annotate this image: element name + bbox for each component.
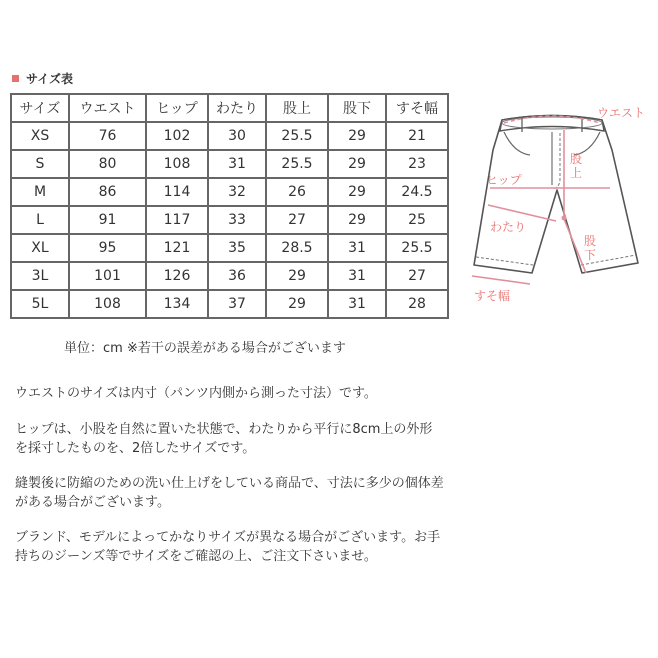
table-cell: 5L: [11, 290, 69, 318]
size-table: [10, 93, 449, 319]
table-cell: XL: [11, 234, 69, 262]
table-cell: 29: [266, 290, 328, 318]
table-cell: 31: [208, 150, 266, 178]
table-cell: 26: [266, 178, 328, 206]
table-cell: 121: [146, 234, 208, 262]
header-cell: すそ幅: [386, 94, 448, 122]
header-cell: わたり: [208, 94, 266, 122]
header-cell: ヒップ: [146, 94, 208, 122]
rise-label: 上: [570, 166, 583, 180]
table-cell: 102: [146, 122, 208, 150]
table-cell: L: [11, 206, 69, 234]
table-cell: 29: [266, 262, 328, 290]
table-cell: 91: [69, 206, 146, 234]
hem-label: すそ幅: [474, 289, 511, 303]
thigh-label: わたり: [490, 220, 527, 234]
table-cell: 35: [208, 234, 266, 262]
inseam-label: 股: [584, 234, 597, 248]
table-cell: 95: [69, 234, 146, 262]
crotch-point: [562, 216, 567, 221]
table-row: [11, 178, 448, 206]
table-cell: 80: [69, 150, 146, 178]
table-cell: 108: [69, 290, 146, 318]
table-cell: 27: [386, 262, 448, 290]
table-cell: 86: [69, 178, 146, 206]
table-cell: XS: [11, 122, 69, 150]
table-cell: 33: [208, 206, 266, 234]
table-cell: 114: [146, 178, 208, 206]
hip-label: ヒップ: [486, 173, 522, 187]
description-wash: 縫製後に防縮のための洗い仕上げをしている商品で、寸法に多少の個体差がある場合がございます。: [15, 476, 444, 510]
table-cell: 31: [328, 290, 386, 318]
bullet-square-icon: [12, 75, 19, 82]
table-cell: 28: [386, 290, 448, 318]
table-cell: 134: [146, 290, 208, 318]
header-cell: 股上: [266, 94, 328, 122]
table-cell: 31: [328, 262, 386, 290]
table-cell: 36: [208, 262, 266, 290]
table-cell: 3L: [11, 262, 69, 290]
description-waist: ウエストのサイズは内寸（パンツ内側から測った寸法）です。: [15, 386, 377, 401]
table-cell: 126: [146, 262, 208, 290]
table-row: [11, 206, 448, 234]
table-cell: S: [11, 150, 69, 178]
table-header-row: [11, 94, 448, 122]
table-cell: M: [11, 178, 69, 206]
header-cell: サイズ: [11, 94, 69, 122]
table-cell: 76: [69, 122, 146, 150]
description-hip: ヒップは、小股を自然に置いた状態で、わたりから平行に8cm上の外形を採寸したものを、2倍したサイズです。: [15, 422, 433, 456]
table-cell: 29: [328, 122, 386, 150]
header-cell: 股下: [328, 94, 386, 122]
table-row: [11, 150, 448, 178]
table-row: [11, 234, 448, 262]
table-cell: 117: [146, 206, 208, 234]
table-cell: 28.5: [266, 234, 328, 262]
table-row: [11, 122, 448, 150]
table-cell: 31: [328, 234, 386, 262]
table-cell: 108: [146, 150, 208, 178]
shorts-measurement-diagram: [460, 95, 650, 310]
table-cell: 29: [328, 150, 386, 178]
table-cell: 23: [386, 150, 448, 178]
table-row: [11, 262, 448, 290]
table-cell: 24.5: [386, 178, 448, 206]
header-cell: ウエスト: [69, 94, 146, 122]
table-cell: 32: [208, 178, 266, 206]
table-cell: 30: [208, 122, 266, 150]
table-cell: 37: [208, 290, 266, 318]
waist-label: ウエスト: [597, 106, 646, 120]
table-cell: 29: [328, 206, 386, 234]
rise-label: 股: [570, 152, 583, 166]
shorts-outline: [474, 116, 638, 274]
table-cell: 25.5: [266, 150, 328, 178]
description-brand: ブランド、モデルによってかなりサイズが異なる場合がございます。お手持ちのジーンズ等でサイズをご確認の上、ご注文下さいませ。: [15, 530, 441, 564]
table-cell: 101: [69, 262, 146, 290]
table-cell: 27: [266, 206, 328, 234]
size-chart-heading: [12, 70, 73, 87]
table-cell: 25: [386, 206, 448, 234]
heading-text: サイズ表: [26, 72, 74, 86]
table-cell: 25.5: [386, 234, 448, 262]
table-cell: 25.5: [266, 122, 328, 150]
hem-measure-line: [472, 276, 530, 284]
inseam-label: 下: [584, 248, 597, 262]
table-cell: 21: [386, 122, 448, 150]
unit-note: 単位：cm ※若干の誤差がある場合がございます: [64, 341, 346, 356]
table-cell: 29: [328, 178, 386, 206]
table-row: [11, 290, 448, 318]
